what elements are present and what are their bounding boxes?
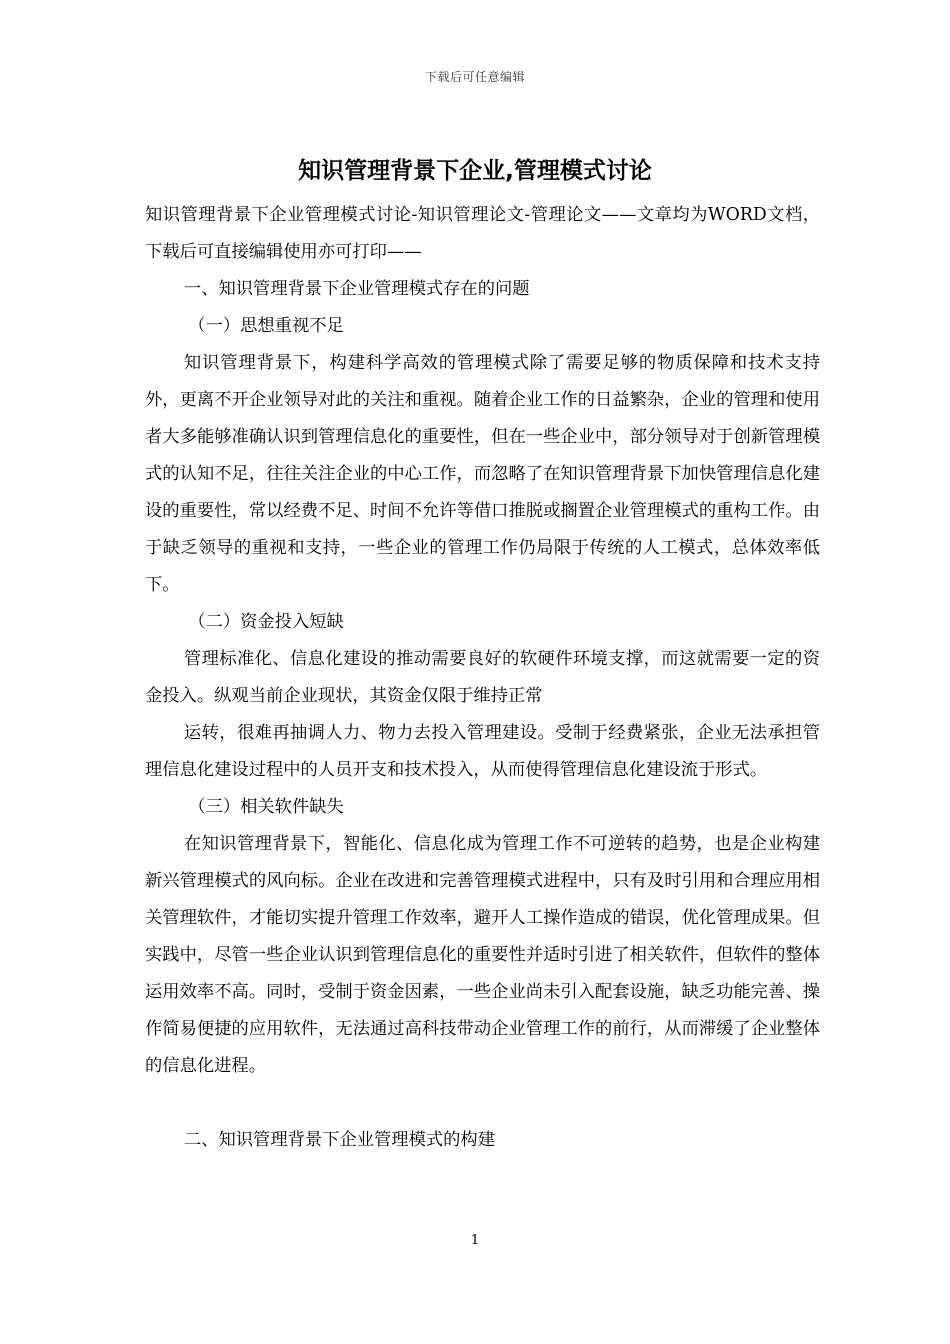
page-header-note: 下载后可任意编辑 [424,70,525,84]
subsection-heading-2: （二）资金投入短缺 [188,612,344,632]
section-heading-2: 二、知识管理背景下企业管理模式的构建 [183,1130,495,1150]
page-number: 1 [470,1233,480,1248]
section-heading-1: 一、知识管理背景下企业管理模式存在的问题 [183,279,530,299]
intro-paragraph: 知识管理背景下企业管理模式讨论-知识管理论文-管理论文——文章均为WORD文档，下载后可直接编辑使用亦可打印—— [145,205,820,262]
subsection-body-2b: 运转，很难再抽调人力、物力去投入管理建设。受制于经费紧张，企业无法承担管理信息化建设过程中的人员开支和技术投入，从而使得管理信息化建设流于形式。 [145,723,820,780]
subsection-heading-1: （一）思想重视不足 [188,316,344,336]
subsection-body-1: 知识管理背景下，构建科学高效的管理模式除了需要足够的物质保障和技术支持外，更离不开企业领导对此的关注和重视。随着企业工作的日益繁杂，企业的管理和使用者大多能够准确认识到管理信息化的重要性，但在一些企业中，部分领导对于创新管理模式的认知不足，往往关注企业的中心工作，而忽略了在知识管理背景下加快管理信息化建设的重要性，常以经费不足、时间不允许等借口推脱或搁置企业管理模式的重构工作。由于缺乏领导的重视和支持，一些企业的管理工作仍局限于传统的人工模式，总体效率低下。 [145,353,820,595]
document-title: 知识管理背景下企业,管理模式讨论 [298,158,652,184]
subsection-heading-3: （三）相关软件缺失 [188,797,344,817]
document-body [145,197,820,1159]
subsection-body-2a: 管理标准化、信息化建设的推动需要良好的软硬件环境支撑，而这就需要一定的资金投入。纵观当前企业现状，其资金仅限于维持正常 [145,649,820,706]
subsection-body-3: 在知识管理背景下，智能化、信息化成为管理工作不可逆转的趋势，也是企业构建新兴管理模式的风向标。企业在改进和完善管理模式进程中，只有及时引用和合理应用相关管理软件，才能切实提升管理工作效率，避开人工操作造成的错误，优化管理成果。但实践中，尽管一些企业认识到管理信息化的重要性并适时引进了相关软件，但软件的整体运用效率不高。同时，受制于资金因素，一些企业尚未引入配套设施，缺乏功能完善、操作简易便捷的应用软件，无法通过高科技带动企业管理工作的前行，从而滞缓了企业整体的信息化进程。 [145,834,820,1076]
paragraph-spacer [145,1085,820,1122]
